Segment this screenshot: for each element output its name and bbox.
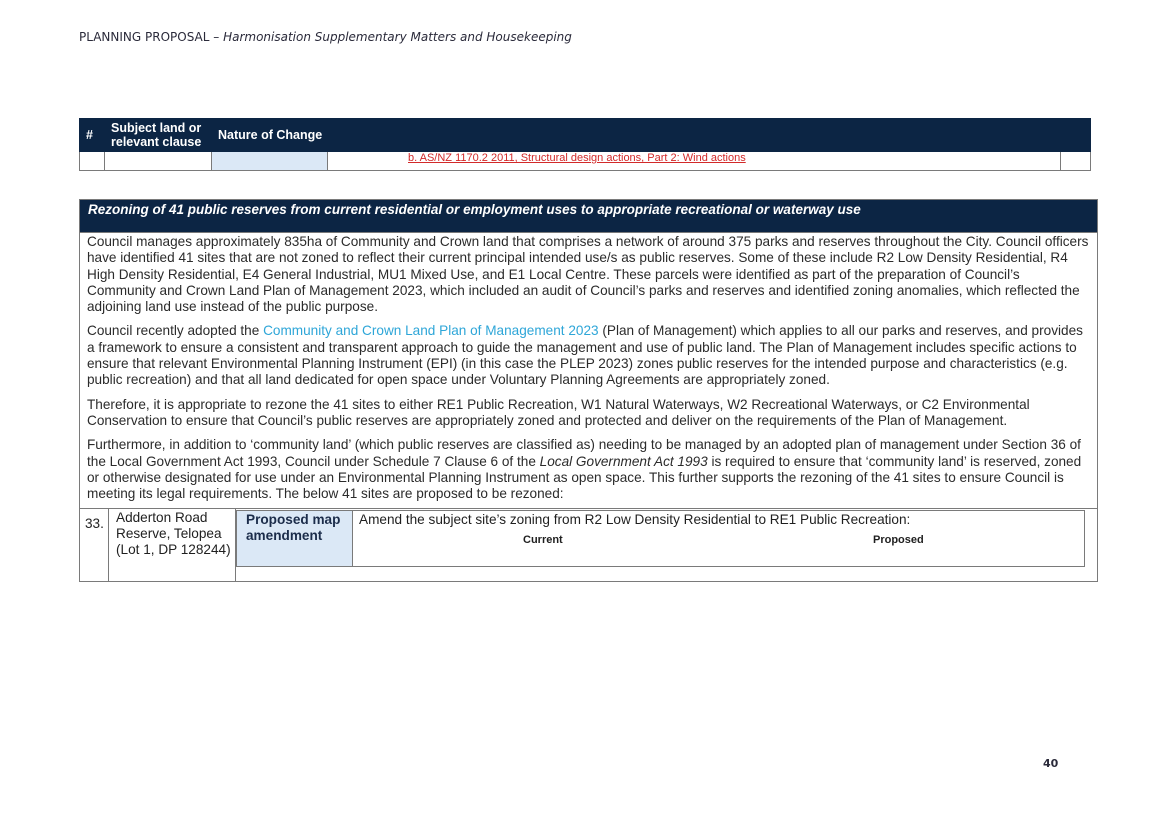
page-number: 40: [1043, 757, 1059, 770]
header-subtitle: Harmonisation Supplementary Matters and Housekeeping: [223, 30, 572, 44]
cell-number: [80, 152, 105, 171]
paragraph-4: [87, 437, 1089, 502]
plan-of-management-link[interactable]: Community and Crown Land Plan of Management 2023: [263, 323, 599, 339]
cell-label: [212, 152, 328, 171]
site-detail: [236, 509, 1097, 581]
amendment-description: Amend the subject site’s zoning from R2 Low Density Residential to RE1 Public Recreation:: [359, 512, 911, 528]
paragraph-3: Therefore, it is appropriate to rezone the 41 sites to either RE1 Public Recreation, W1 Natural Waterways, W2 Recreational Waterways, or C2 Environmental Conservation to ensure that Council’s public reserves are appropriately zoned and protected and deliver on the requirements of the Plan of Management.: [87, 396, 1030, 428]
column-proposed: Proposed: [873, 534, 924, 547]
table-row: [80, 152, 1091, 171]
section-body: [80, 232, 1097, 508]
cell-end: [1061, 152, 1091, 171]
column-current: Current: [523, 534, 563, 547]
page-header: [79, 30, 572, 44]
para4-text-start: Furthermore, in addition to ‘community land’ (which public reserves are classified as) needing to be managed by an adopted plan of management under Section 36 of the Local Government Act 1993, Council under Schedule 7 Clause 6 of the: [87, 437, 1081, 469]
site-name: Adderton Road Reserve, Telopea (Lot 1, DP 128244): [109, 509, 236, 581]
cell-subject: [105, 152, 212, 171]
amendment-label: Proposed map amendment: [237, 511, 353, 566]
site-row: [80, 508, 1097, 581]
rezoning-section: [79, 199, 1098, 582]
site-number: 33.: [80, 509, 109, 581]
para4-text-end: is required to ensure that ‘community land’ is reserved, zoned or otherwise designated for use under an Environmental Planning Instrument as open space. This further supports the rezoning of the 41 sites to ensure Council is meeting its legal requirements. The below 41 sites are proposed to be rezoned:: [87, 453, 1082, 502]
section-heading: Rezoning of 41 public reserves from current residential or employment uses to appropriate recreational or waterway use: [80, 200, 1097, 232]
header-title: PLANNING PROPOSAL –: [79, 30, 224, 44]
col-header-number: #: [80, 119, 105, 152]
para2-text-start: Council recently adopted the: [87, 323, 264, 339]
reference-link[interactable]: b. AS/NZ 1170.2 2011, Structural design actions, Part 2: Wind actions: [328, 152, 1061, 171]
para2-text-end: (Plan of Management) which applies to all our parks and reserves, and provides a framework to ensure a consistent and transparent approach to guide the management and use of public land. The Plan of Management includes specific actions to ensure that relevant Environmental Planning Instrument (EPI) (in this case the PLEP 2023) zones public reserves for the intended purpose and characteristics (e.g. public recreation) and that all land dedicated for open space under Voluntary Planning Agreements are appropriately zoned.: [87, 323, 1083, 388]
paragraph-1: Council manages approximately 835ha of Community and Crown land that comprises a network of around 375 parks and reserves throughout the City. Council officers have identified 41 sites that are not zoned to reflect their current principal intended use/s as public reserves. Some of these include R2 Low Density Residential, R4 High Density Residential, E4 General Industrial, MU1 Mixed Use, and E1 Local Centre. These parcels were identified as part of the preparation of Council’s Community and Crown Land Plan of Management 2023, which included an audit of Council’s parks and reserves and identified zoning anomalies, which reflected the adjoining land use instead of the public purpose.: [87, 234, 1089, 315]
act-name: Local Government Act 1993: [539, 453, 708, 469]
amendment-content: [353, 511, 1084, 566]
col-header-nature: Nature of Change: [212, 119, 1091, 152]
table-header-row: [80, 119, 1091, 152]
amendment-table: [236, 510, 1085, 567]
col-header-subject: Subject land or relevant clause: [105, 119, 212, 152]
change-table-continued: [79, 118, 1091, 171]
paragraph-2: [87, 323, 1089, 388]
